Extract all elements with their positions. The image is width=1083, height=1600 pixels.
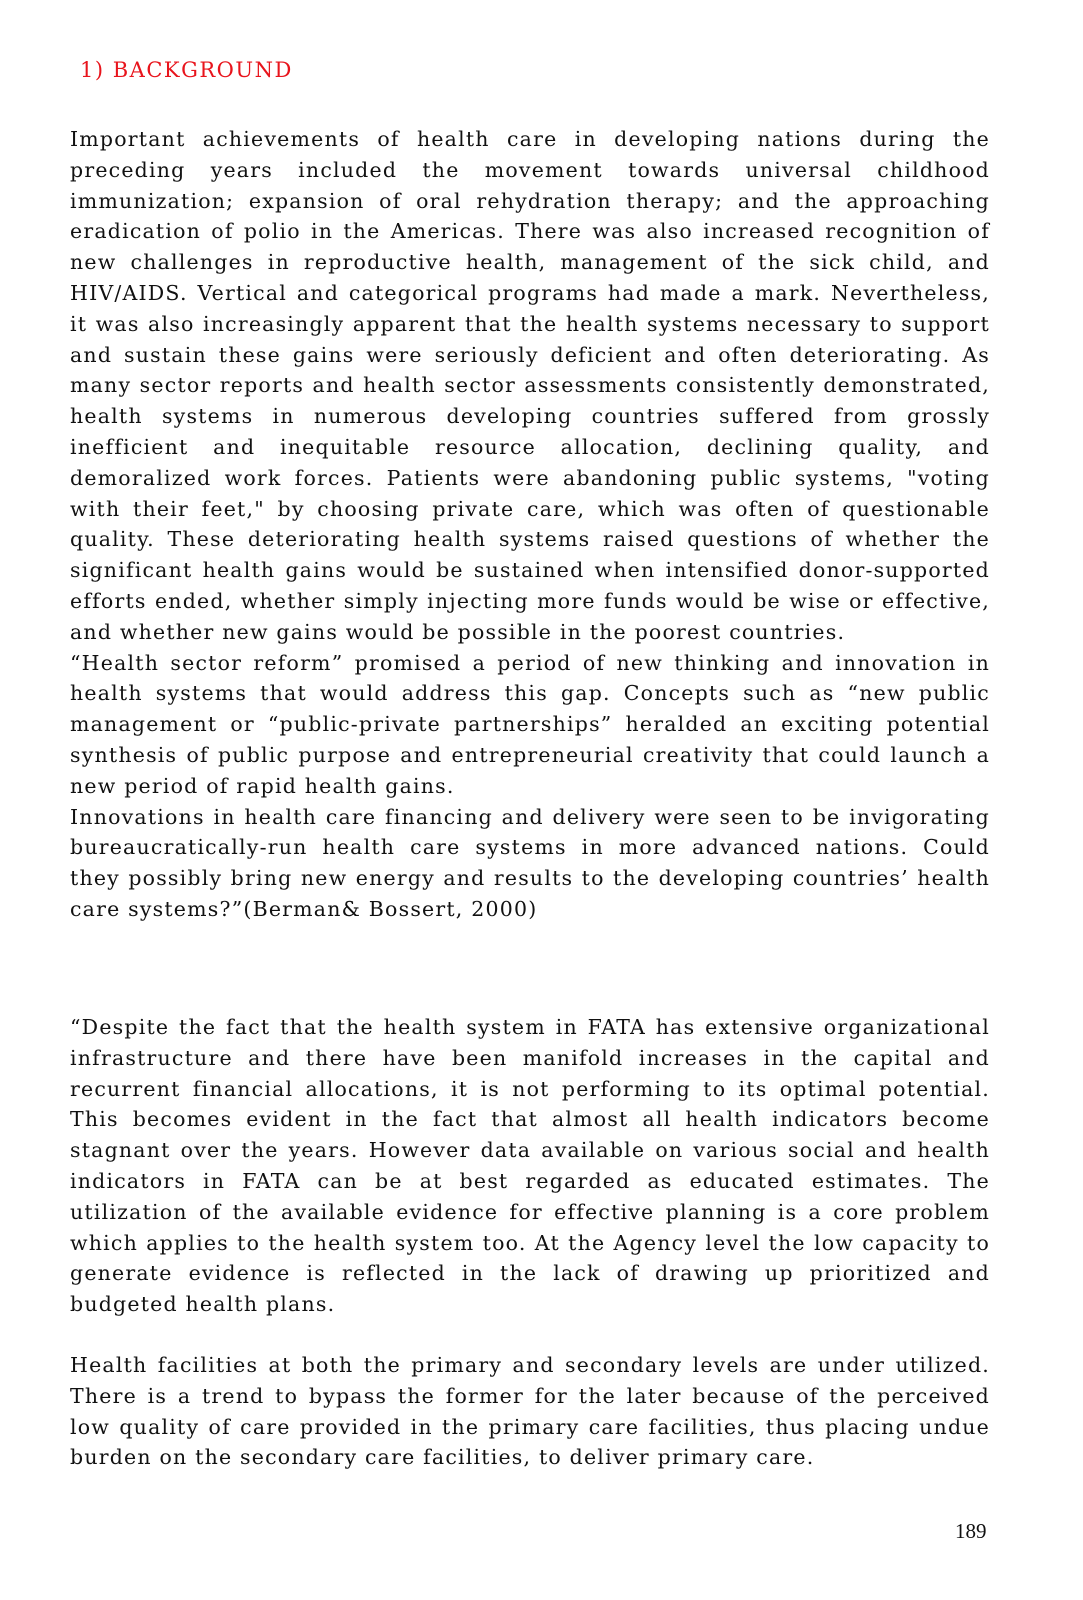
paragraph-segment: Health facilities at both the primary and secondary levels are under utilized. There is a trend to bypass the former for the later because of the perceived low quality of care provided in the primary care facilities, thus placing undue burden on the secondary care facilities, to deliver primary care. — [70, 1353, 990, 1470]
paragraph-health-facilities — [70, 1350, 990, 1473]
paragraph-segment: Innovations in health care financing and delivery were seen to be invigorating bureaucratically-run health care systems in more advanced nations. Could they possibly bring new energy and results to the developing countries’ health care systems?”(Berman& Bossert, 2000) — [70, 804, 990, 921]
paragraph-segment: “Health sector reform” promised a period of new thinking and innovation in health systems that would address this gap. Concepts such as “new public management or “public-private partnerships” heralded an exciting potential synthesis of public purpose and entrepreneurial creativity that could launch a new period of rapid health gains. — [70, 650, 990, 798]
section-heading: 1) BACKGROUND — [80, 58, 293, 82]
paragraph-segment: Important achievements of health care in developing nations during the preceding years included the movement towards universal childhood immunization; expansion of oral rehydration therapy; and the approaching eradication of polio in the Americas. There was also increased recognition of new challenges in reproductive health, management of the sick child, and HIV/AIDS. Vertical and categorical programs had made a mark. Nevertheless, it was also increasingly apparent that the health systems necessary to support and sustain these gains were seriously deficient and often deteriorating. As many sector reports and health sector assessments consistently demonstrated, health systems in numerous developing countries suffered from grossly inefficient and inequitable resource allocation, declining quality, and demoralized work forces. Patients were abandoning public systems, "voting with their feet," by choosing private care, which was often of questionable quality. These deteriorating health systems raised questions of whether the significant health gains would be sustained when intensified donor-supported efforts ended, whether simply injecting more funds would be wise or effective, and whether new gains would be possible in the poorest countries. — [70, 127, 990, 644]
paragraph-segment: “Despite the fact that the health system in FATA has extensive organizational infrastructure and there have been manifold increases in the capital and recurrent financial allocations, it is not performing to its optimal potential. This becomes evident in the fact that almost all health indicators become stagnant over the years. However data available on various social and health indicators in FATA can be at best regarded as educated estimates. The utilization of the available evidence for effective planning is a core problem which applies to the health system too. At the Agency level the low capacity to generate evidence is reflected in the lack of drawing up prioritized and budgeted health plans. — [70, 1015, 990, 1317]
paragraph-background — [70, 124, 990, 925]
page-number: 189 — [955, 1519, 987, 1543]
paragraph-fata-quote — [70, 1012, 990, 1320]
